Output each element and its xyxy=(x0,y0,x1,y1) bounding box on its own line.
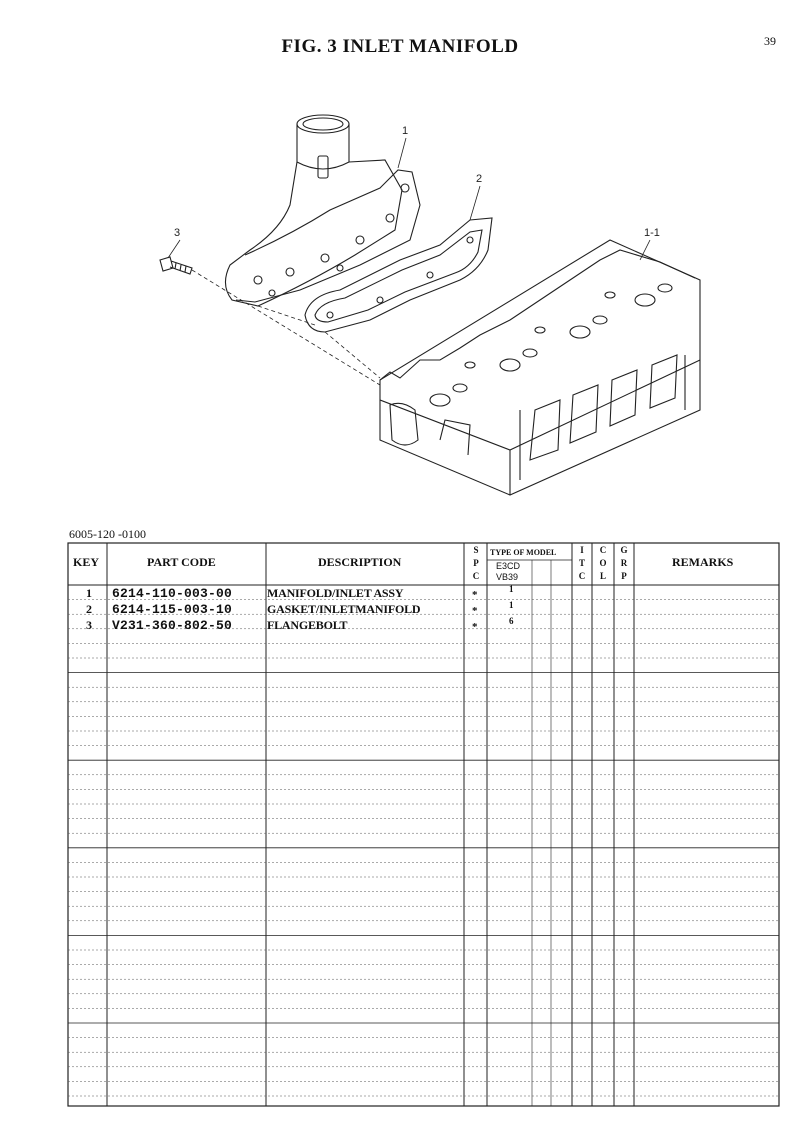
exploded-parts-diagram xyxy=(140,110,730,510)
header-model-column: E3CD VB39 xyxy=(496,561,521,582)
row-3-qty: 6 xyxy=(509,616,514,626)
row-1-description: MANIFOLD/INLET ASSY xyxy=(267,586,404,600)
header-part-code: PART CODE xyxy=(147,555,216,569)
page-number: 39 xyxy=(764,34,776,48)
header-grp: G R P xyxy=(620,545,628,581)
header-col: C O L xyxy=(599,545,607,581)
row-2-key: 2 xyxy=(86,602,92,616)
document-code: 6005-120 -0100 xyxy=(69,527,146,541)
header-remarks: REMARKS xyxy=(672,555,734,569)
row-2-qty: 1 xyxy=(509,600,514,610)
callout-1-1: 1-1 xyxy=(644,227,660,239)
page-title: FIG. 3 INLET MANIFOLD xyxy=(281,36,519,57)
gasket-drawing xyxy=(305,218,492,332)
inlet-manifold-drawing xyxy=(225,115,420,306)
row-2-spc: * xyxy=(472,605,478,617)
callout-1: 1 xyxy=(402,125,409,137)
header-description: DESCRIPTION xyxy=(318,555,402,569)
row-1-qty: 1 xyxy=(509,584,514,594)
row-1-part-code: 6214-110-003-00 xyxy=(112,586,233,601)
header-key: KEY xyxy=(73,555,100,569)
cylinder-head-drawing xyxy=(380,240,700,495)
header-spc: S P C xyxy=(472,545,480,581)
row-2-description: GASKET/INLETMANIFOLD xyxy=(267,602,421,616)
callout-2: 2 xyxy=(476,173,483,185)
row-2-part-code: 6214-115-003-10 xyxy=(112,602,233,617)
header-itc: I T C xyxy=(578,545,586,581)
row-1-spc: * xyxy=(472,589,478,601)
row-3-description: FLANGEBOLT xyxy=(267,618,348,632)
row-3-spc: * xyxy=(472,621,478,633)
callout-3: 3 xyxy=(174,227,181,239)
row-1-key: 1 xyxy=(86,586,92,600)
row-3-part-code: V231-360-802-50 xyxy=(112,618,233,633)
flange-bolt-drawing xyxy=(160,257,192,274)
row-3-key: 3 xyxy=(86,618,92,632)
header-type-of-model: TYPE OF MODEL xyxy=(490,548,557,557)
